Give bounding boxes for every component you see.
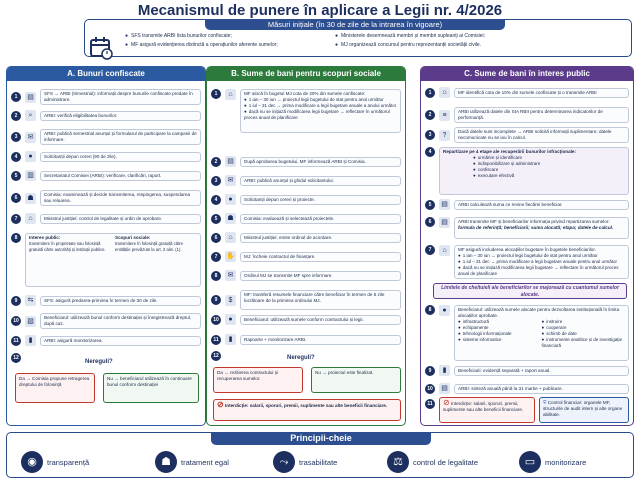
money-icon: $ <box>225 295 236 306</box>
step-row: 4 ● Solicitanții depun cereri (90 de zile). <box>11 151 201 162</box>
step-row: 1 ⌂ MF alocă în bugetul MJ cota de 20% din sumele confiscate: ● 1 ian – 30 iun → proiectul legii bugetului de stat pentru anul următor ● 1 iul – 31 dec → prima modificare a legii bugetare anuale a anului următor ● dacă nu se inițiază modificarea legii bugetare → reflectare în următorul proces anual de planificare <box>211 89 401 133</box>
step-row: 1 ⌂ MF identifică cota de 10% din sumele confiscate și o transmite ARBI <box>425 87 629 98</box>
monitor-icon: ▭ <box>519 451 541 473</box>
report-icon: ▤ <box>439 383 450 394</box>
person-icon: ● <box>225 194 236 205</box>
step-row: 6 ⌂ Ministrul justiției: emite ordinul de acordare. <box>211 232 401 243</box>
document-icon: ▤ <box>25 92 36 103</box>
magnifier-icon: ⌕ <box>25 110 36 121</box>
group-icon: ☗ <box>225 213 236 224</box>
step-row: 8 ✉ Ordinul MJ se transmite MF spre informare. <box>211 270 401 281</box>
yes-branch: Da → Comisia propune retragerea dreptului de folosință <box>15 373 95 403</box>
column-a-header: A. Bunuri confiscate <box>7 67 205 81</box>
document-icon: ▤ <box>439 217 450 228</box>
bank-icon: ⌂ <box>439 245 450 256</box>
question-icon: ? <box>439 130 450 141</box>
step-row: 11 ▮ ARBI: asigură monitorizarea. <box>11 335 201 346</box>
step-row: 7 ⌂ Ministrul justiției: control de legalitate și ordin de aprobare. <box>11 213 201 224</box>
initial-measures-panel <box>84 19 632 57</box>
step-12-marker: 12 <box>11 353 41 363</box>
person-icon: ● <box>225 314 236 325</box>
initial-measures-heading: Măsuri inițiale (în 30 de zile de la intrarea în vigoare) <box>205 19 505 30</box>
certificate-icon: ▧ <box>25 316 36 327</box>
social-purpose-branch: Scopuri sociale: transmitere în folosință gratuită către entitățile prevăzute la art. 2 alin. (1). <box>115 235 183 252</box>
bank-icon: ⌂ <box>225 89 236 100</box>
principle-traceability: ⤳ trasabilitate <box>273 451 337 473</box>
step-row: 2 ⌕ ARBI: verifică eligibilitatea bunurilor. <box>11 110 201 121</box>
megaphone-icon: ✉ <box>25 132 36 143</box>
step-row: 10 ▧ Beneficiarul: utilizează bunul conform destinației și înregistrează dreptul, după caz. <box>11 313 201 329</box>
route-icon: ⤳ <box>273 451 295 473</box>
step-row: 6 ☗ Comisia: examinează și decide transmiterea, respingerea, suspendarea sau reluarea. <box>11 190 201 206</box>
step-row: 2 ▤ După aprobarea bugetului, MF informează ARBI și Comisia. <box>211 156 401 167</box>
chart-icon: ▮ <box>439 365 450 376</box>
step-12-marker: 12 <box>211 351 241 361</box>
envelope-icon: ✉ <box>225 270 236 281</box>
group-icon: ☗ <box>25 193 36 204</box>
clipboard-icon: ▥ <box>25 170 36 181</box>
step-row: 11 ▮ Rapoarte + monitorizare ARBI. <box>211 334 401 345</box>
step-row: 2 ≡ ARBI utilizează datele din SIA RBII pentru determinarea indicatorilor de performanță. <box>425 107 629 123</box>
initial-right-list <box>335 32 625 49</box>
megaphone-icon: ✉ <box>225 175 236 186</box>
step-row: 10 ● Beneficiarul: utilizează sumele conform contractului și legii. <box>211 314 401 325</box>
calendar-icon <box>89 36 113 60</box>
chart-icon: ▮ <box>25 335 36 346</box>
document-icon: ▤ <box>225 156 236 167</box>
step-row: 9 $ MF: transferă resursele financiare către beneficiar în termen de 5 zile lucrătoare de la primirea ordinului MJ. <box>211 290 401 310</box>
step-row: 3 ✉ ARBI: publică semestrial anunțul și formularul de participare la campanii de informare. <box>11 129 201 145</box>
step-row: 9 ▮ Beneficiarii: evidență separată + raport anual. <box>425 365 629 376</box>
initial-left-list <box>125 32 345 49</box>
handshake-icon: ✋ <box>226 253 235 260</box>
column-c-header: C. Sume de bani în interes public <box>421 67 633 81</box>
page-title: Mecanismul de punere în aplicare a Legii nr. 4/2026 <box>137 2 503 19</box>
document-icon: ▤ <box>439 199 450 210</box>
step-row: 4 ● Solicitanții depun cereri și proiecte. <box>211 194 401 205</box>
building-icon: ⌂ <box>225 232 236 243</box>
person-icon: ● <box>439 305 450 316</box>
step-8-row: 8 ● Beneficiarul: utilizează sumele alocate pentru dezvoltarea instituțională în limita alocațiilor aprobate. ● infrastructură ● echipamente ● tehnologii informaționale ● sisteme informatice ● instruire ● cooperare ● schimb de date ● instrumente analitice și de investigație financiară <box>425 305 629 361</box>
column-b-social-money <box>206 66 406 426</box>
prohibited-icon: ⊘ <box>217 400 224 409</box>
initial-item: ● MJ organizează concursul pentru reprezentanții societății civile. <box>335 41 625 50</box>
scales-icon: ⚖ <box>387 451 409 473</box>
principle-transparency: ◉ transparență <box>21 451 89 473</box>
step-row: 5 ▥ Secretariatul Comisiei (ARBI): verificare, clarificări, raport. <box>11 170 201 181</box>
people-icon: ☗ <box>155 451 177 473</box>
initial-item: ● SFS transmite ARBI lista bunurilor confiscate; <box>125 32 345 41</box>
irregularities-question: Nereguli? <box>287 355 315 361</box>
no-branch: Nu → proiectul este finalizat. <box>311 367 401 393</box>
column-b-header: B. Sume de bani pentru scopuri sociale <box>207 67 405 81</box>
yes-branch: Da → rezilierea contractului și recuperarea sumelor. <box>213 367 303 393</box>
step-row: 5 ☗ Comisia: evaluează și selectează proiectele. <box>211 213 401 224</box>
step-row: 3 ✉ ARBI: publică anunțul și ghidul solicitantului. <box>211 175 401 186</box>
prohibited-icon: ⊘ <box>443 398 450 407</box>
no-branch: Nu → beneficiarul utilizează în continuare bunul conform destinației <box>103 373 199 403</box>
step-row: 5 ▤ ARBI calculează suma ce revine fiecărei beneficiar. <box>425 199 629 210</box>
bank-icon: ⌂ <box>439 87 450 98</box>
irregularities-question: Nereguli? <box>85 359 113 365</box>
step-row: 3 ? Dacă datele sunt incomplete → ARBI solicită informații suplimentare; datele necomunicate nu se iau în calcul. <box>425 127 629 143</box>
principles-panel <box>6 432 634 478</box>
principle-legality-control: ⚖ control de legalitate <box>387 451 478 473</box>
initial-item: ● Ministerele desemnează membri și membri supleanți ai Comisiei; <box>335 32 625 41</box>
eye-icon: ◉ <box>21 451 43 473</box>
step-row: 6 ▤ ARBI transmite MF și beneficiarilor informația privind repartizarea sumelor: formula de referință; beneficiarii; suma alocată; etapa; datele de calcul. <box>425 217 629 239</box>
person-icon: ● <box>25 151 36 162</box>
column-a-confiscated-goods <box>6 66 206 426</box>
truck-icon: ⇆ <box>25 295 36 306</box>
step-8-row: 8 Interes public: transmitere în proprietate sau folosință gratuită către autorități și instituții publice. Scopuri sociale: transmitere în folosință gratuită către entitățile prevăzute la art. 2 alin. (1). <box>11 233 201 287</box>
prohibition-box: ⊘ Interdicție: salarii, sporuri, premii, suplimente sau alte beneficii financiare. <box>439 397 535 423</box>
chart-icon: ▮ <box>225 334 236 345</box>
building-icon: ⌂ <box>25 213 36 224</box>
limit-note: Limitele de cheltuieli ale beneficiarilor se majorează cu cuantumul sumelor alocate. <box>433 283 627 299</box>
step-8-box <box>25 233 201 287</box>
public-interest-branch: Interes public: transmitere în proprietate sau folosință gratuită către autorități și instituții publice. <box>29 235 106 252</box>
principles-heading: Principii-cheie <box>211 432 431 445</box>
shield-icon: ⛨ <box>543 400 547 405</box>
principle-equal-treatment: ☗ tratament egal <box>155 451 229 473</box>
step-7-row: 7 ⌂ MF asigură includerea alocațiilor bugetare în bugetele beneficiarilor. ● 1 ian – 30 iun → proiectul legii bugetului de stat pentru anul următor ● 1 iul – 31 dec → prima modificare a legii bugetare anuale pentru anul următor ● dacă nu se inițiază modificarea legii bugetare → reflectare în următorul proces anual de planificare <box>425 245 629 279</box>
prohibition-box: ⊘ Interdicție: salarii, sporuri, premii, suplimente sau alte beneficii financiare. <box>213 399 401 421</box>
step-4-row: 4 Repartizare pe 4 etape ale recuperării bunurilor infracționale: ● urmărire și identificare ● indisponibilizare și administrare ● confiscare ● executare efectivă <box>425 147 629 195</box>
step-row: 7 ✋ MJ: încheie contractul de finanțare. <box>211 251 401 262</box>
initial-item: ● MF asigură evidențierea distinctă a operațiunilor aferente sumelor; <box>125 41 345 50</box>
step-row: 1 ▤ SFS → ARBI (trimestrial): informații despre bunurile confiscate predate în administrare. <box>11 89 201 105</box>
column-c-public-interest-money <box>420 66 634 426</box>
step-row: 9 ⇆ SFS: asigură predarea-primirea în termen de 30 de zile. <box>11 295 201 306</box>
financial-control-box: ⛨ Control financiar: organele MF, structurile de audit intern și alte organe abilitate. <box>539 397 629 423</box>
principle-monitoring: ▭ monitorizare <box>519 451 586 473</box>
step-row: 10 ▤ ARBI: sinteză anuală până la 31 martie + publicare. <box>425 383 629 394</box>
database-icon: ≡ <box>439 110 450 121</box>
step-11-marker: 11 <box>425 399 445 409</box>
